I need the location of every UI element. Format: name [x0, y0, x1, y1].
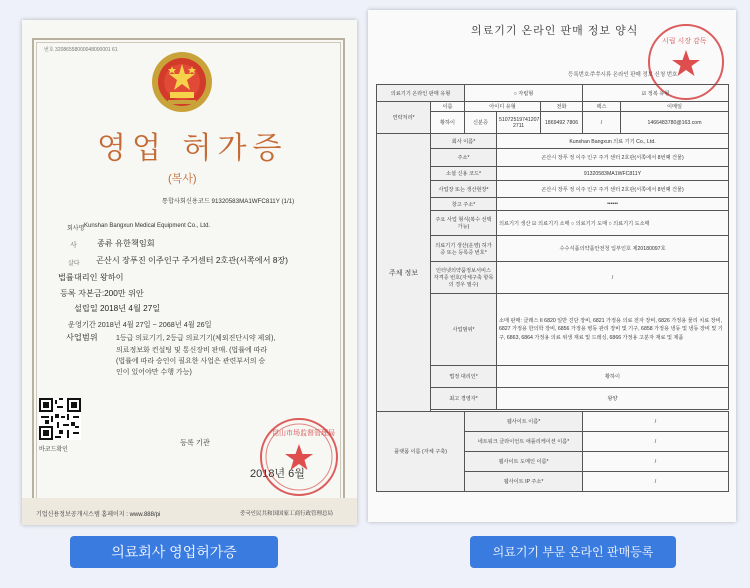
address-label: 주소* — [431, 149, 497, 167]
company-type: 종류 유한책임회 — [97, 239, 155, 248]
type-label: 의료기기 온라인 판매 유형 — [377, 85, 465, 102]
license-number-value: 수수식품의약품안전청 입부인호 제20180097호 — [497, 236, 729, 262]
self-built-platform-label: 플랫폼 이름 (자체 구축) — [377, 412, 465, 492]
business-scope-label: 사업범위* — [431, 294, 497, 366]
contact-header: 이름 — [431, 102, 465, 112]
internet-license-value: / — [497, 262, 729, 294]
internet-license-label: 인터넷의약품정보서비스 자격증 번호(자체구축 항목의 경우 필수) — [431, 262, 497, 294]
scope-label: 사업범위 — [66, 333, 98, 342]
license-serial: 번호 32086558000048000001 61 — [44, 47, 118, 53]
type-option-standalone[interactable]: ○ 자립형 — [465, 85, 583, 102]
platform-field-label: 웹사이트 이름* — [465, 412, 583, 432]
contact-value: 51072519741207 2711 — [497, 112, 541, 134]
company-name-value: Kunshan Bangxun 의료 기기 Co., Ltd. — [497, 134, 729, 149]
platform-field-value: / — [583, 472, 729, 492]
credit-code: 통합사회신용코드 91320583MA1WFC811Y (1/1) — [162, 198, 295, 205]
qr-code-icon — [39, 398, 81, 440]
business-address-label: 사업장 또는 생산현장* — [431, 181, 497, 198]
address-label: 살다 — [68, 261, 80, 267]
platform-field-value: / — [583, 432, 729, 452]
type-option-platform[interactable]: ☑ 정복 유형 — [583, 85, 729, 102]
online-sales-registration-document — [368, 10, 736, 522]
contact-header: 팩스 — [583, 102, 621, 112]
credit-code-label: 소셜 신용 코드* — [431, 167, 497, 181]
qr-caption: 바코드확인 — [39, 447, 68, 453]
license-title: 영업 허가증 — [97, 131, 288, 166]
business-address-value: 곤산시 장푸 정 이주 인구 주거 센터 2호관(서쪽에서 8번째 건물) — [497, 181, 729, 198]
business-scope-value: 소매 판매: 클래스 II 6820 일반 진단 장비, 6821 가정용 의료 전자 장비, 6826 가정용 물리 치료 장비, 6827 가정용 한의학 장비, 6856 가정용 병동 관리 장비 및 기구, 6858 가정용 냉동 및 냉동 장비 및 기구, 6863, 6864 가정용 의료 위생 재료 및 드레싱, 6866 가정용 고분자 재료 및 제품 — [497, 294, 729, 366]
form-title: 의료기기 온라인 판매 정보 양식 — [471, 25, 639, 37]
company-name-label: 회사 이름* — [431, 134, 497, 149]
address-value: 곤산시 장푸 정 이주 인구 주거 센터 2호관(서쪽에서 8번째 건물) — [497, 149, 729, 167]
caption-online-sales[interactable] — [470, 536, 676, 568]
subject-info-label: 주체 정보 — [377, 134, 431, 412]
contact-value: 1869492 7806 — [541, 112, 583, 134]
footer-left: 기업신용정보공개시스템 홈페이지 : www.888/pi — [36, 512, 161, 518]
reg-no-value: 쑤쑤시류 온라인 판매 정보 신청 번호 — [590, 72, 678, 78]
scope-line: 의료정보화 컨설팅 및 통신장비 판매. (법률에 따라 — [116, 347, 268, 354]
scope-line: (법률에 따라 승인이 필요한 사업은 관련부서의 승 — [116, 358, 266, 365]
caption-label: 의료기기 부문 온라인 판매등록 — [492, 545, 654, 559]
reg-no-label: 등록번호: — [568, 72, 591, 78]
legal-rep-value: 황하이 — [497, 366, 729, 388]
registered-capital: 등록 자본금:200만 위안 — [60, 289, 144, 298]
company-address: 곤산시 장푸진 이주인구 주거센터 2호관(서쪽에서 8장) — [96, 256, 289, 265]
contact-header: 아이디 유형 — [465, 102, 541, 112]
permit-type-label: 주요 사업 형식(복수 선택 가능) — [431, 211, 497, 236]
type-label: 사 — [70, 242, 77, 249]
platform-field-label: 웹사이트 도메인 이름* — [465, 452, 583, 472]
seal-text: 시립 시장 감독 — [662, 38, 707, 45]
national-emblem-icon — [150, 50, 214, 114]
red-seal-stamp — [260, 418, 338, 496]
registration-authority: 등록 기관 — [180, 438, 210, 447]
platform-field-label: 네트워크 클라이언트 애플리케이션 이름* — [465, 432, 583, 452]
scope-line: 인이 있어야만 수행 가능) — [116, 369, 192, 376]
license-subtitle: (복사) — [168, 173, 197, 185]
platform-field-label: 웹사이트 IP 주소* — [465, 472, 583, 492]
scope-line: 1등급 의료기기, 2등급 의료기기(체외진단시약 제외), — [116, 335, 276, 342]
qr-code[interactable] — [39, 398, 81, 440]
credit-code-value: 91320583MA1WFC811Y — [497, 167, 729, 181]
issue-date: 2018년 6월 — [250, 468, 305, 480]
manager-label: 최고 경영자* — [431, 388, 497, 410]
business-term: 운영기간 2018년 4월 27일 ~ 2068년 4월 26일 — [68, 320, 212, 329]
registration-table — [376, 84, 729, 492]
legal-rep-label: 법정 대리인* — [431, 366, 497, 388]
contact-value: 신분증 — [465, 112, 497, 134]
contact-label: 연락처리* — [377, 102, 431, 134]
manager-value: 왕양 — [497, 388, 729, 410]
caption-label: 의료회사 영업허가증 — [111, 544, 237, 560]
license-number-label: 의료기기 생산(운영) 허가증 또는 등록증 번호* — [431, 236, 497, 262]
platform-field-value: / — [583, 412, 729, 432]
footer-right: 중국인民共和国国家工商行政管理总局 — [240, 511, 333, 517]
company-name: Kunshan Bangxun Medical Equipment Co., Ltd. — [84, 223, 211, 229]
company-name-label: 회사명 — [67, 226, 85, 232]
permit-type-options[interactable]: 의료기기 생산 ☑ 의료기기 소매 ○ 의료기기 도매 ○ 의료기기 도소매 — [497, 211, 729, 236]
contact-value: / — [583, 112, 621, 134]
business-license-document — [22, 20, 357, 525]
contact-header: 전화 — [541, 102, 583, 112]
legal-representative: 법률대리인 왕하이 — [58, 273, 124, 282]
platform-field-value: / — [583, 452, 729, 472]
contact-value: 황하이 — [431, 112, 465, 134]
warehouse-value: •••••• — [497, 198, 729, 211]
establishment-date: 설립일 2018년 4월 27일 — [74, 304, 161, 313]
contact-header: 이메일 — [621, 102, 729, 112]
warehouse-label: 창고 주소* — [431, 198, 497, 211]
caption-business-license[interactable] — [70, 536, 278, 568]
contact-value: 1466483780@163.com — [621, 112, 729, 134]
seal-text: 昆山市场监督管理局 — [272, 430, 335, 437]
